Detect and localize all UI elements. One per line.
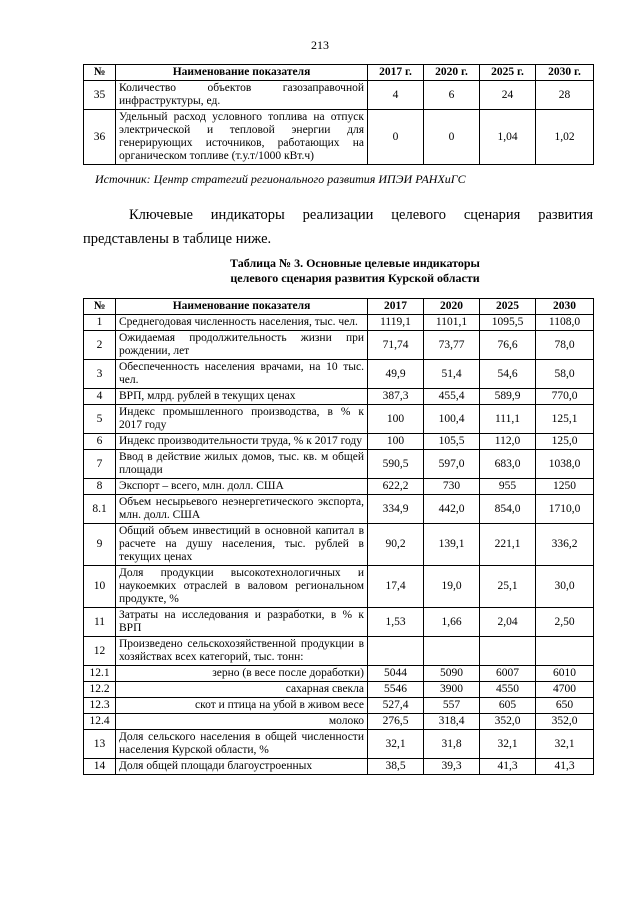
value-2025: 955 <box>480 479 536 495</box>
indicator-name: сахарная свекла <box>116 682 368 698</box>
value-2025: 41,3 <box>480 759 536 775</box>
value-2017: 0 <box>368 110 424 165</box>
value-2020: 73,77 <box>424 331 480 360</box>
value-2030: 125,0 <box>536 434 594 450</box>
row-number: 7 <box>84 450 116 479</box>
indicator-name: Доля продукции высокотехнологичных и наукоемких отраслей в валовом региональном продукте, % <box>116 566 368 608</box>
value-2030: 770,0 <box>536 389 594 405</box>
value-2020 <box>424 637 480 666</box>
value-2025: 605 <box>480 698 536 714</box>
value-2025: 221,1 <box>480 524 536 566</box>
table-row <box>84 389 594 405</box>
value-2017: 334,9 <box>368 495 424 524</box>
value-2025: 854,0 <box>480 495 536 524</box>
value-2020: 1101,1 <box>424 315 480 331</box>
row-number: 12.2 <box>84 682 116 698</box>
value-2030: 58,0 <box>536 360 594 389</box>
value-2017: 32,1 <box>368 730 424 759</box>
value-2025: 589,9 <box>480 389 536 405</box>
value-2030: 30,0 <box>536 566 594 608</box>
value-2020: 105,5 <box>424 434 480 450</box>
row-number: 6 <box>84 434 116 450</box>
intro-paragraph <box>83 203 593 251</box>
header-num: № <box>84 299 116 315</box>
header-2025: 2025 <box>480 299 536 315</box>
value-2025: 2,04 <box>480 608 536 637</box>
value-2030: 28 <box>536 81 594 110</box>
table-header-row <box>84 299 594 315</box>
table-row <box>84 434 594 450</box>
value-2020: 19,0 <box>424 566 480 608</box>
value-2030 <box>536 637 594 666</box>
row-number: 1 <box>84 315 116 331</box>
indicator-name: Произведено сельскохозяйственной продукции в хозяйствах всех категорий, тыс. тонн: <box>116 637 368 666</box>
value-2030: 32,1 <box>536 730 594 759</box>
table-row <box>84 315 594 331</box>
indicator-name: Объем несырьевого неэнергетического экспорта, млн. долл. США <box>116 495 368 524</box>
indicator-name: Общий объем инвестиций в основной капитал в расчете на душу населения, тыс. рублей в текущих ценах <box>116 524 368 566</box>
table-row <box>84 405 594 434</box>
value-2030: 1250 <box>536 479 594 495</box>
row-number: 8 <box>84 479 116 495</box>
table-row <box>84 524 594 566</box>
indicator-name: Ожидаемая продолжительность жизни при рождении, лет <box>116 331 368 360</box>
value-2017: 1,53 <box>368 608 424 637</box>
value-2025: 112,0 <box>480 434 536 450</box>
value-2030: 6010 <box>536 666 594 682</box>
value-2017: 90,2 <box>368 524 424 566</box>
value-2025: 683,0 <box>480 450 536 479</box>
value-2020: 442,0 <box>424 495 480 524</box>
row-number: 12.1 <box>84 666 116 682</box>
value-2017: 527,4 <box>368 698 424 714</box>
value-2017: 4 <box>368 81 424 110</box>
table-header-row <box>84 65 594 81</box>
header-name: Наименование показателя <box>116 65 368 81</box>
table-row <box>84 495 594 524</box>
page-number: 213 <box>311 38 329 52</box>
row-number: 4 <box>84 389 116 405</box>
value-2025: 54,6 <box>480 360 536 389</box>
value-2030: 1,02 <box>536 110 594 165</box>
value-2017: 1119,1 <box>368 315 424 331</box>
header-2030: 2030 <box>536 299 594 315</box>
row-number: 12 <box>84 637 116 666</box>
row-number: 12.3 <box>84 698 116 714</box>
row-number: 14 <box>84 759 116 775</box>
row-number: 2 <box>84 331 116 360</box>
indicator-name: зерно (в весе после доработки) <box>116 666 368 682</box>
indicator-name: Индекс производительности труда, % к 2017 году <box>116 434 368 450</box>
value-2030: 1108,0 <box>536 315 594 331</box>
indicator-name: Среднегодовая численность населения, тыс. чел. <box>116 315 368 331</box>
value-2030: 4700 <box>536 682 594 698</box>
indicator-name: Ввод в действие жилых домов, тыс. кв. м общей площади <box>116 450 368 479</box>
table-row <box>84 759 594 775</box>
value-2030: 2,50 <box>536 608 594 637</box>
table-row <box>84 714 594 730</box>
value-2017: 38,5 <box>368 759 424 775</box>
value-2020: 1,66 <box>424 608 480 637</box>
table-row <box>84 110 594 165</box>
row-number: 8.1 <box>84 495 116 524</box>
row-number: 9 <box>84 524 116 566</box>
value-2020: 318,4 <box>424 714 480 730</box>
row-number: 10 <box>84 566 116 608</box>
value-2025: 111,1 <box>480 405 536 434</box>
value-2020: 31,8 <box>424 730 480 759</box>
indicator-name: Доля общей площади благоустроенных <box>116 759 368 775</box>
row-number: 11 <box>84 608 116 637</box>
value-2030: 352,0 <box>536 714 594 730</box>
header-2017: 2017 <box>368 299 424 315</box>
value-2017: 100 <box>368 405 424 434</box>
header-2020: 2020 <box>424 299 480 315</box>
intro-paragraph-text: Ключевые индикаторы реализации целевого сценария развития представлены в таблице ниже. <box>83 207 593 247</box>
row-number: 35 <box>84 81 116 110</box>
value-2030: 41,3 <box>536 759 594 775</box>
target-indicators-table <box>83 298 594 775</box>
indicators-table-continued <box>83 64 594 165</box>
value-2025: 4550 <box>480 682 536 698</box>
indicator-name: Затраты на исследования и разработки, в % к ВРП <box>116 608 368 637</box>
row-number: 13 <box>84 730 116 759</box>
value-2030: 1038,0 <box>536 450 594 479</box>
value-2017: 5546 <box>368 682 424 698</box>
value-2020: 557 <box>424 698 480 714</box>
indicator-name: Обеспеченность населения врачами, на 10 тыс. чел. <box>116 360 368 389</box>
indicator-name: молоко <box>116 714 368 730</box>
header-num: № <box>84 65 116 81</box>
header-2020: 2020 г. <box>424 65 480 81</box>
value-2030: 78,0 <box>536 331 594 360</box>
value-2020: 597,0 <box>424 450 480 479</box>
value-2017: 590,5 <box>368 450 424 479</box>
value-2030: 125,1 <box>536 405 594 434</box>
value-2017: 5044 <box>368 666 424 682</box>
value-2017: 49,9 <box>368 360 424 389</box>
table-row <box>84 479 594 495</box>
value-2025: 32,1 <box>480 730 536 759</box>
value-2025: 352,0 <box>480 714 536 730</box>
header-name: Наименование показателя <box>116 299 368 315</box>
value-2030: 1710,0 <box>536 495 594 524</box>
table-row <box>84 730 594 759</box>
indicator-name: скот и птица на убой в живом весе <box>116 698 368 714</box>
source-note: Источник: Центр стратегий регионального развития ИПЭИ РАНХиГС <box>95 172 466 186</box>
value-2020: 5090 <box>424 666 480 682</box>
table-row <box>84 637 594 666</box>
value-2020: 100,4 <box>424 405 480 434</box>
indicator-name: Экспорт – всего, млн. долл. США <box>116 479 368 495</box>
value-2025: 6007 <box>480 666 536 682</box>
value-2020: 3900 <box>424 682 480 698</box>
value-2025 <box>480 637 536 666</box>
row-number: 12.4 <box>84 714 116 730</box>
value-2025: 1095,5 <box>480 315 536 331</box>
caption-line-2: целевого сценария развития Курской области <box>230 271 480 285</box>
value-2025: 24 <box>480 81 536 110</box>
table-row <box>84 566 594 608</box>
table-row <box>84 331 594 360</box>
table-row <box>84 450 594 479</box>
caption-line-1: Таблица № 3. Основные целевые индикаторы <box>230 256 480 270</box>
value-2020: 0 <box>424 110 480 165</box>
value-2017: 276,5 <box>368 714 424 730</box>
value-2030: 650 <box>536 698 594 714</box>
value-2030: 336,2 <box>536 524 594 566</box>
value-2020: 139,1 <box>424 524 480 566</box>
value-2025: 76,6 <box>480 331 536 360</box>
row-number: 36 <box>84 110 116 165</box>
header-2030: 2030 г. <box>536 65 594 81</box>
table-row <box>84 682 594 698</box>
header-2017: 2017 г. <box>368 65 424 81</box>
table-row <box>84 666 594 682</box>
header-2025: 2025 г. <box>480 65 536 81</box>
row-number: 5 <box>84 405 116 434</box>
value-2017: 71,74 <box>368 331 424 360</box>
indicator-name: Индекс промышленного производства, в % к 2017 году <box>116 405 368 434</box>
row-number: 3 <box>84 360 116 389</box>
value-2025: 25,1 <box>480 566 536 608</box>
value-2017: 622,2 <box>368 479 424 495</box>
value-2020: 455,4 <box>424 389 480 405</box>
table-caption <box>0 256 640 286</box>
indicator-name: Удельный расход условного топлива на отпуск электрической и тепловой энергии для генерирующих источников, работающих на органическом топливе (т.у.т/1000 кВт.ч) <box>116 110 368 165</box>
value-2020: 51,4 <box>424 360 480 389</box>
value-2017: 387,3 <box>368 389 424 405</box>
table-row <box>84 81 594 110</box>
value-2017 <box>368 637 424 666</box>
value-2020: 6 <box>424 81 480 110</box>
table-row <box>84 608 594 637</box>
table-row <box>84 698 594 714</box>
value-2017: 100 <box>368 434 424 450</box>
value-2025: 1,04 <box>480 110 536 165</box>
indicator-name: ВРП, млрд. рублей в текущих ценах <box>116 389 368 405</box>
indicator-name: Количество объектов газозаправочной инфраструктуры, ед. <box>116 81 368 110</box>
table-row <box>84 360 594 389</box>
value-2020: 39,3 <box>424 759 480 775</box>
indicator-name: Доля сельского населения в общей численности населения Курской области, % <box>116 730 368 759</box>
value-2017: 17,4 <box>368 566 424 608</box>
value-2020: 730 <box>424 479 480 495</box>
